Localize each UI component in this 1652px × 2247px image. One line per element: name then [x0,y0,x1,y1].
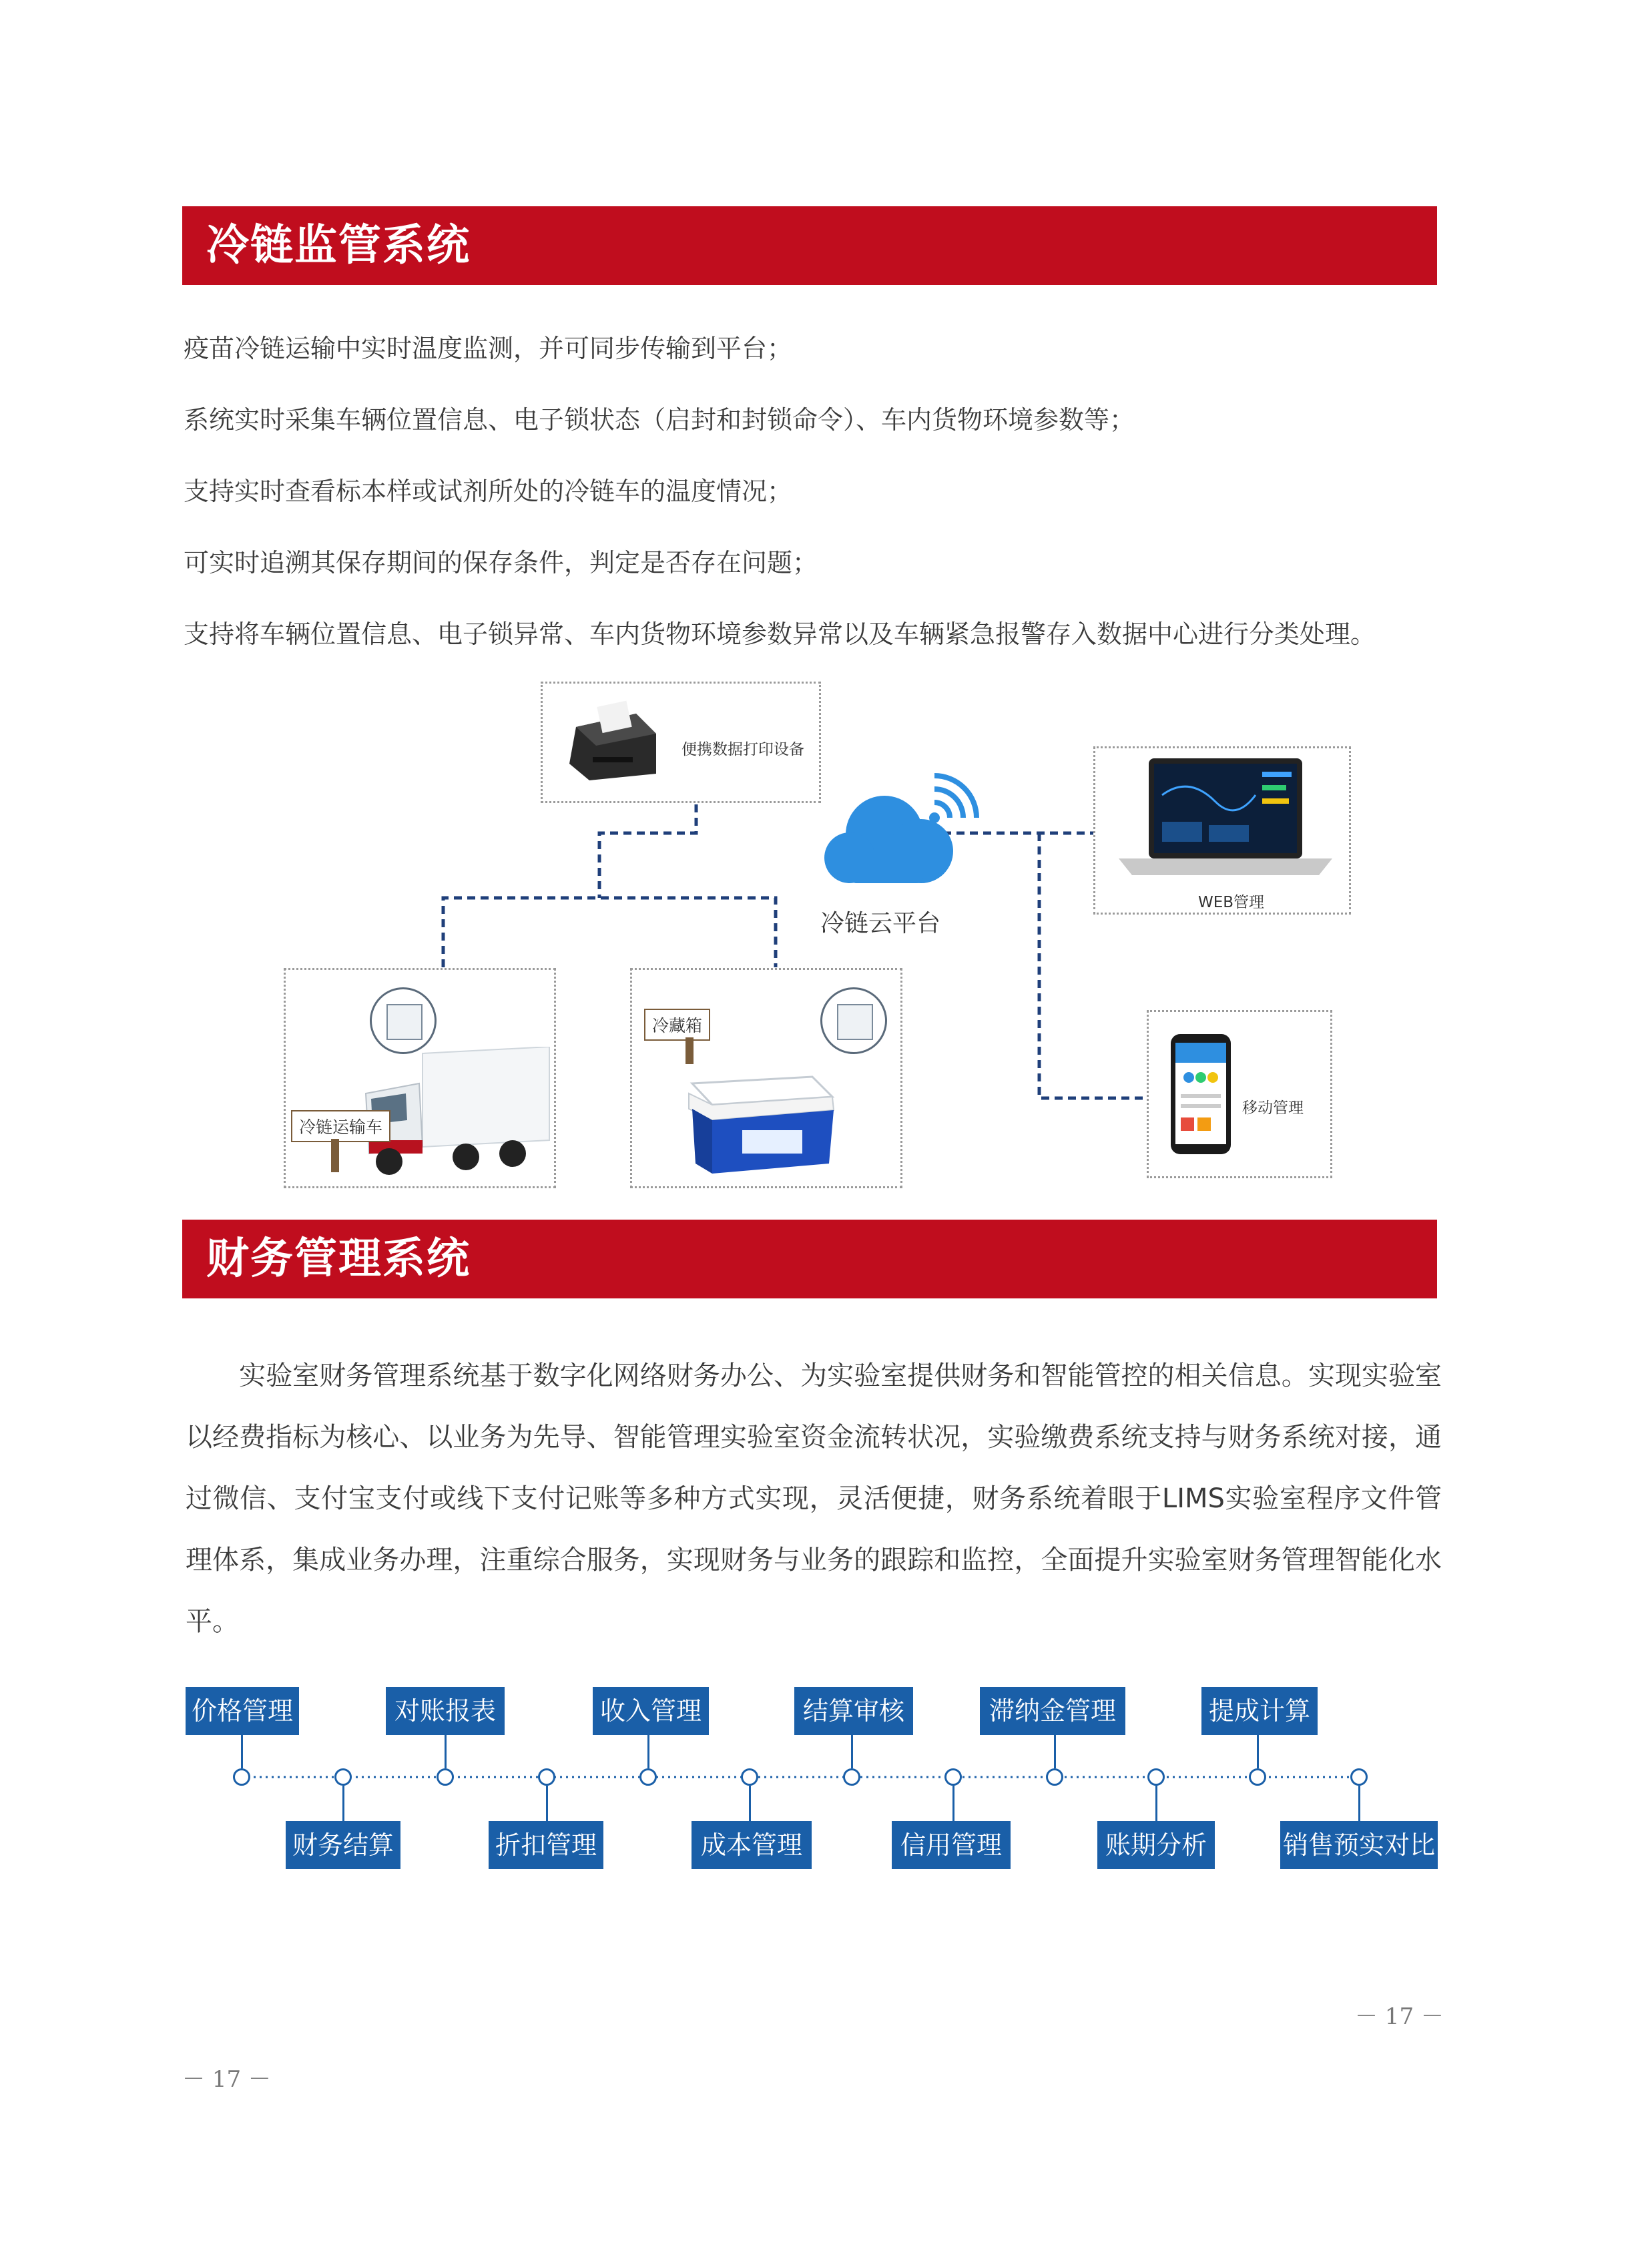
timeline-tag-bottom: 折扣管理 [489,1821,603,1869]
timeline-node [233,1768,250,1786]
timeline-node [437,1768,454,1786]
timeline-node [1046,1768,1063,1786]
timeline-node [1249,1768,1266,1786]
web-management-label: WEB管理 [1198,894,1265,911]
connector-line [241,1735,243,1768]
connector-line [1358,1786,1360,1821]
timeline-node [944,1768,962,1786]
timeline-tag-top: 滞纳金管理 [980,1687,1125,1735]
finance-description-text: 实验室财务管理系统基于数字化网络财务办公、为实验室提供财务和智能管控的相关信息。实现实验室以经费指标为核心、以业务为先导、智能管理实验室资金流转状况，实验缴费系统支持与财务系统对接，通过微信、支付宝支付或线下支付记账等多种方式实现，灵活便捷，财务系统着眼于LIMS实验室程序文件管理体系，集成业务办理，注重综合服务，实现财务与业务的跟踪和监控，全面提升实验室财务管理智能化水平。 [186,1360,1442,1637]
timeline-node [1350,1768,1368,1786]
connector-line [546,1786,548,1821]
timeline-node [334,1768,352,1786]
timeline-tag-bottom: 账期分析 [1097,1821,1215,1869]
timeline-node [1147,1768,1165,1786]
bullet-line: 疫苗冷链运输中实时温度监测，并可同步传输到平台； [184,334,793,363]
connector-line [749,1786,751,1821]
timeline-tag-top: 结算审核 [794,1687,913,1735]
timeline-node [639,1768,657,1786]
page-number-right: － 17 － [1355,2003,1444,2030]
cooler-box-sign: 冷藏箱 [644,1009,710,1041]
timeline-tag-bottom: 财务结算 [286,1821,400,1869]
timeline-tag-top: 收入管理 [593,1687,709,1735]
mobile-management-label: 移动管理 [1242,1099,1304,1117]
connector-line [1155,1786,1157,1821]
connector-line [445,1735,447,1768]
timeline-node [538,1768,555,1786]
printer-label: 便携数据打印设备 [681,741,804,758]
bullet-line: 支持实时查看标本样或试剂所处的冷链车的温度情况； [184,477,793,506]
cloud-platform-label: 冷链云平台 [820,910,941,937]
connector-line [647,1735,649,1768]
timeline-node [843,1768,860,1786]
page-number-left: － 17 － [182,2066,271,2093]
bullet-line: 可实时追溯其保存期间的保存条件，判定是否存在问题； [184,548,818,577]
bullet-line: 支持将车辆位置信息、电子锁异常、车内货物环境参数异常以及车辆紧急报警存入数据中心进行分类处理。 [184,619,1376,649]
connector-line [1054,1735,1056,1768]
timeline-tag-top: 价格管理 [186,1687,299,1735]
truck-sign: 冷链运输车 [291,1110,390,1142]
connector-line [851,1735,853,1768]
connector-line [952,1786,954,1821]
timeline-tag-bottom: 信用管理 [892,1821,1011,1869]
timeline-tag-bottom: 成本管理 [692,1821,812,1869]
timeline-node [741,1768,758,1786]
connector-line [1257,1735,1259,1768]
timeline-tag-bottom: 销售预实对比 [1280,1821,1438,1869]
timeline-tag-top: 提成计算 [1201,1687,1318,1735]
section-title: 冷链监管系统 [206,221,471,270]
section-title: 财务管理系统 [206,1234,471,1284]
timeline-tag-top: 对账报表 [386,1687,505,1735]
connector-line [342,1786,344,1821]
bullet-line: 系统实时采集车辆位置信息、电子锁状态（启封和封锁命令）、车内货物环境参数等； [184,405,1135,435]
